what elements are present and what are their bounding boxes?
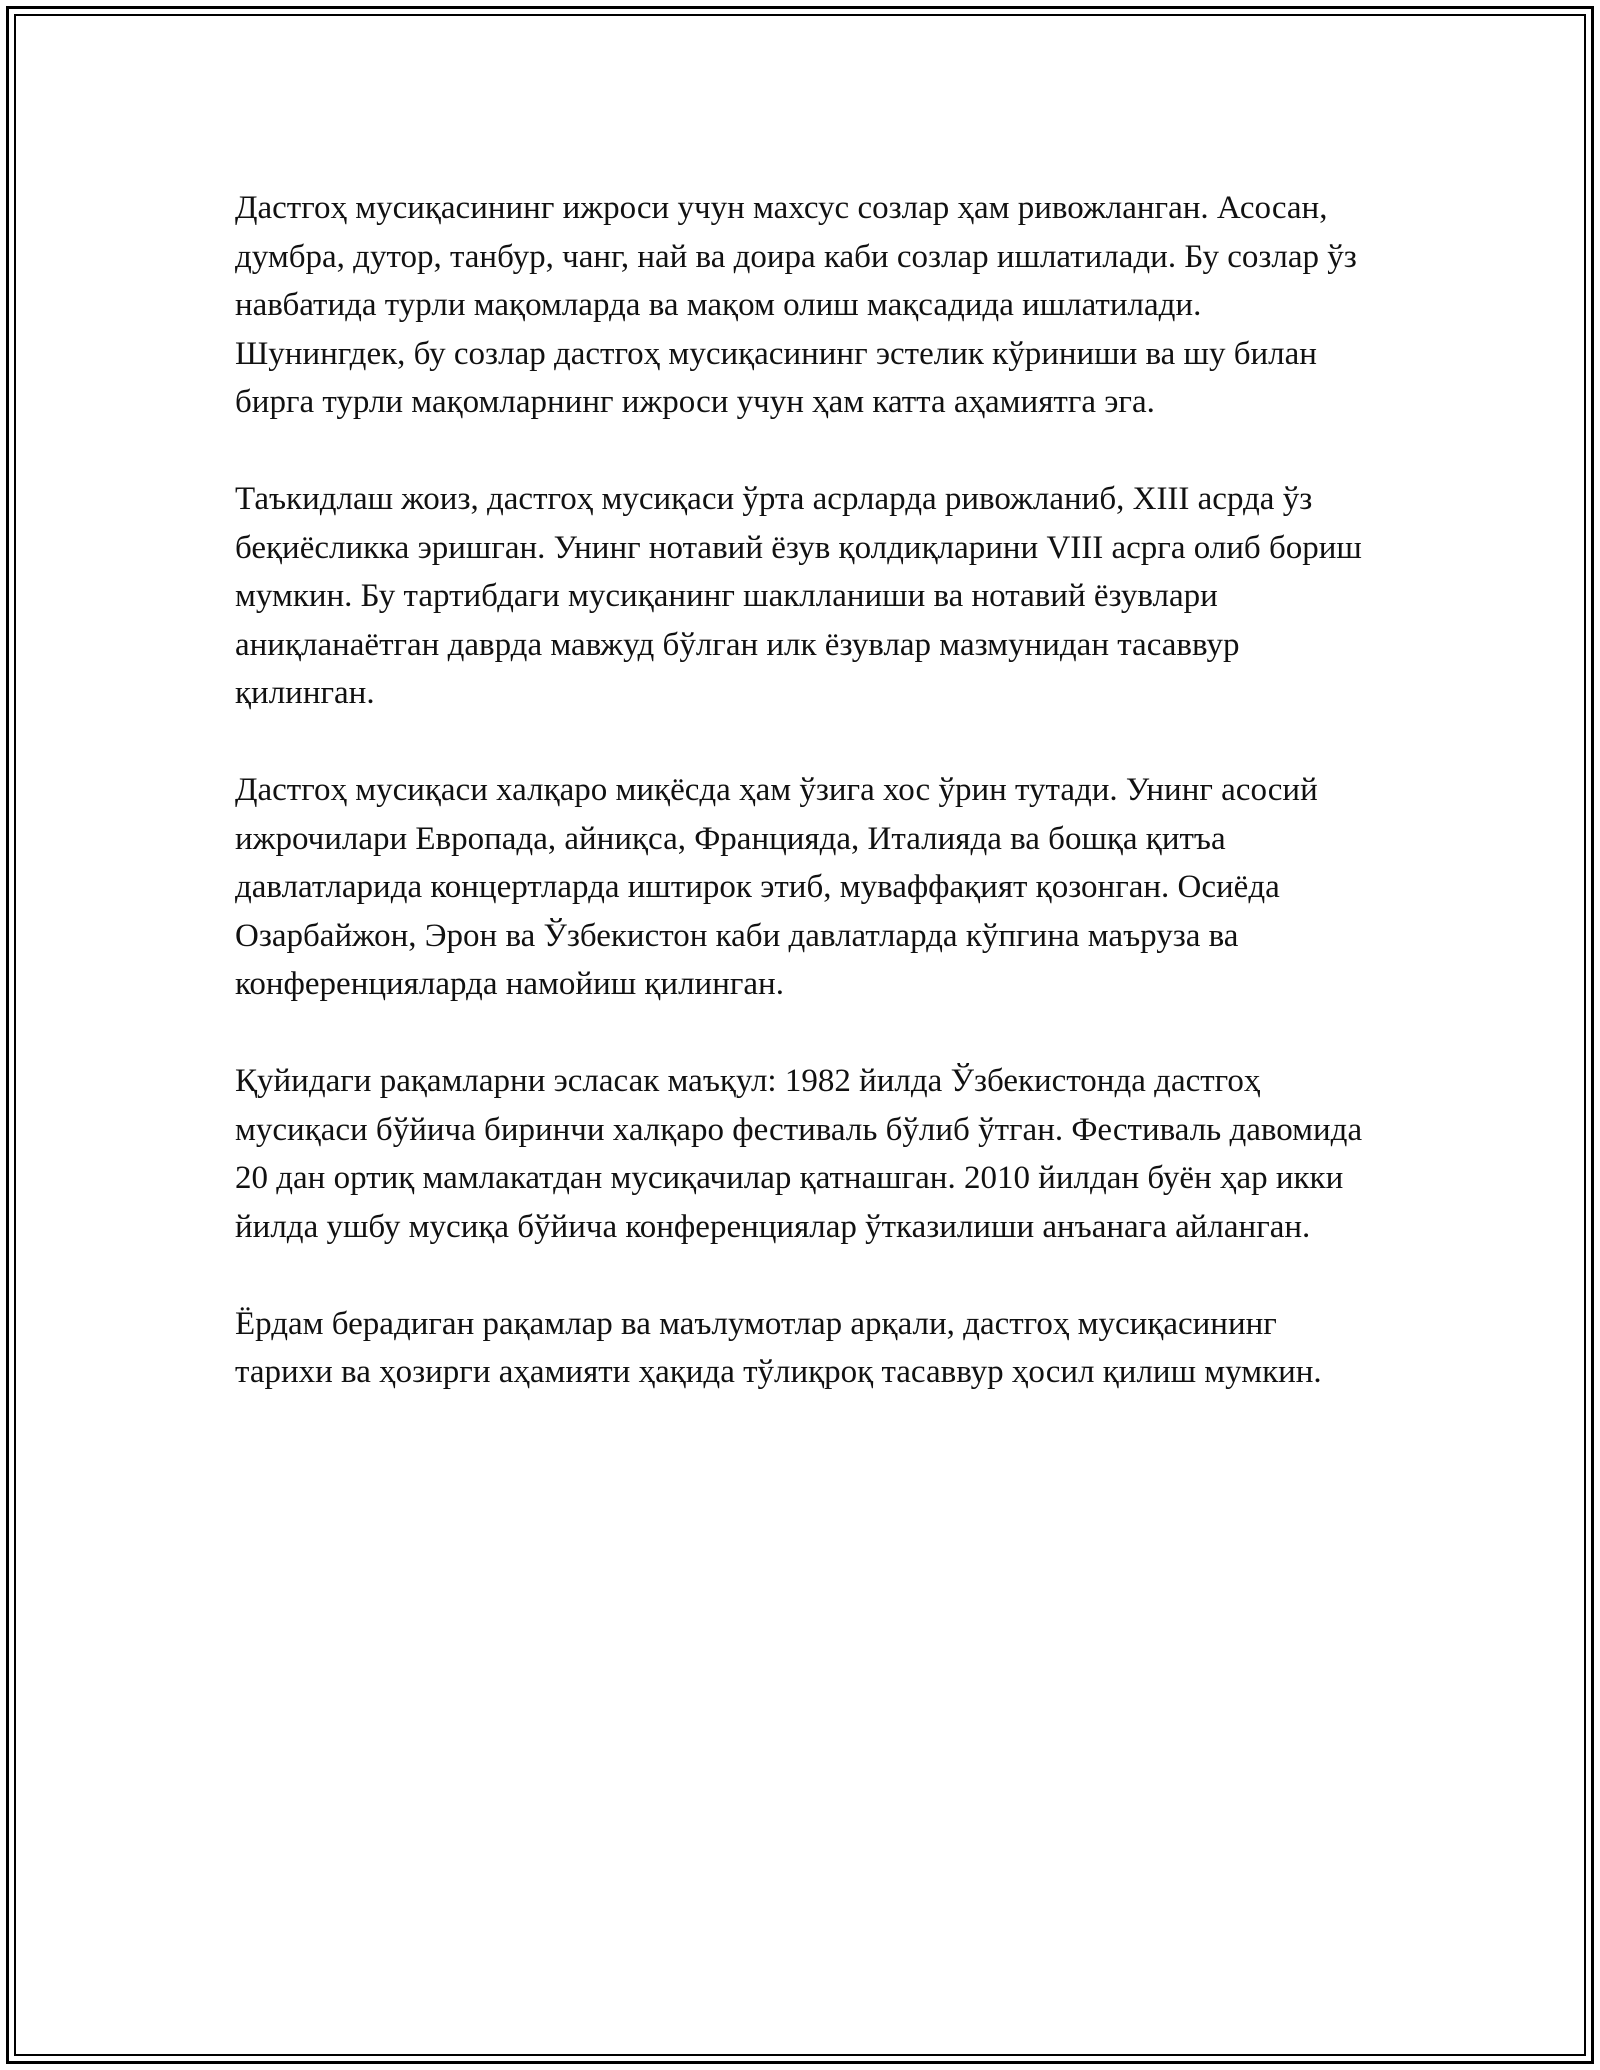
paragraph: Таъкидлаш жоиз, дастгоҳ мусиқаси ўрта асрларда ривожланиб, XIII асрда ўз беқиёсликка эришган. Унинг нотавий ёзув қолдиқларини VIII асрга олиб бориш мумкин. Бу тартибдаги мусиқанинг шаклланиши ва нотавий ёзувлари аниқланаётган даврда мавжуд бўлган илк ёзувлар мазмунидан тасаввур қилинган. <box>235 481 1362 711</box>
paragraph: Қуйидаги рақамларни эсласак маъқул: 1982 йилда Ўзбекистонда дастгоҳ мусиқаси бўйича биринчи халқаро фестиваль бўлиб ўтган. Фестиваль давомида 20 дан ортиқ мамлакатдан мусиқачилар қатнашган. 2010 йилдан буён ҳар икки йилда ушбу мусиқа бўйича конференциялар ўтказилиши анъанага айланган. <box>235 1063 1363 1245</box>
paragraph: Дастгоҳ мусиқаси халқаро миқёсда ҳам ўзига хос ўрин тутади. Унинг асосий ижрочилари Европада, айниқса, Францияда, Италияда ва бошқа қитъа давлатларида концертларда иштирок этиб, муваффақият қозонган. Осиёда Озарбайжон, Эрон ва Ўзбекистон каби давлатларда кўпгина маъруза ва конференцияларда намойиш қилинган. <box>235 772 1318 1002</box>
document-body <box>235 184 1365 1445</box>
paragraph: Дастгоҳ мусиқасининг ижроси учун махсус созлар ҳам ривожланган. Асосан, думбра, дутор, танбур, чанг, най ва доира каби созлар ишлатилади. Бу созлар ўз навбатида турли мақомларда ва мақом олиш мақсадида ишлатилади. Шунингдек, бу созлар дастгоҳ мусиқасининг эстелик кўриниши ва шу билан бирга турли мақомларнинг ижроси учун ҳам катта аҳамиятга эга. <box>235 190 1357 420</box>
paragraph: Ёрдам берадиган рақамлар ва маълумотлар арқали, дастгоҳ мусиқасининг тарихи ва ҳозирги аҳамияти ҳақида тўлиқроқ тасаввур ҳосил қилиш мумкин. <box>235 1305 1322 1390</box>
